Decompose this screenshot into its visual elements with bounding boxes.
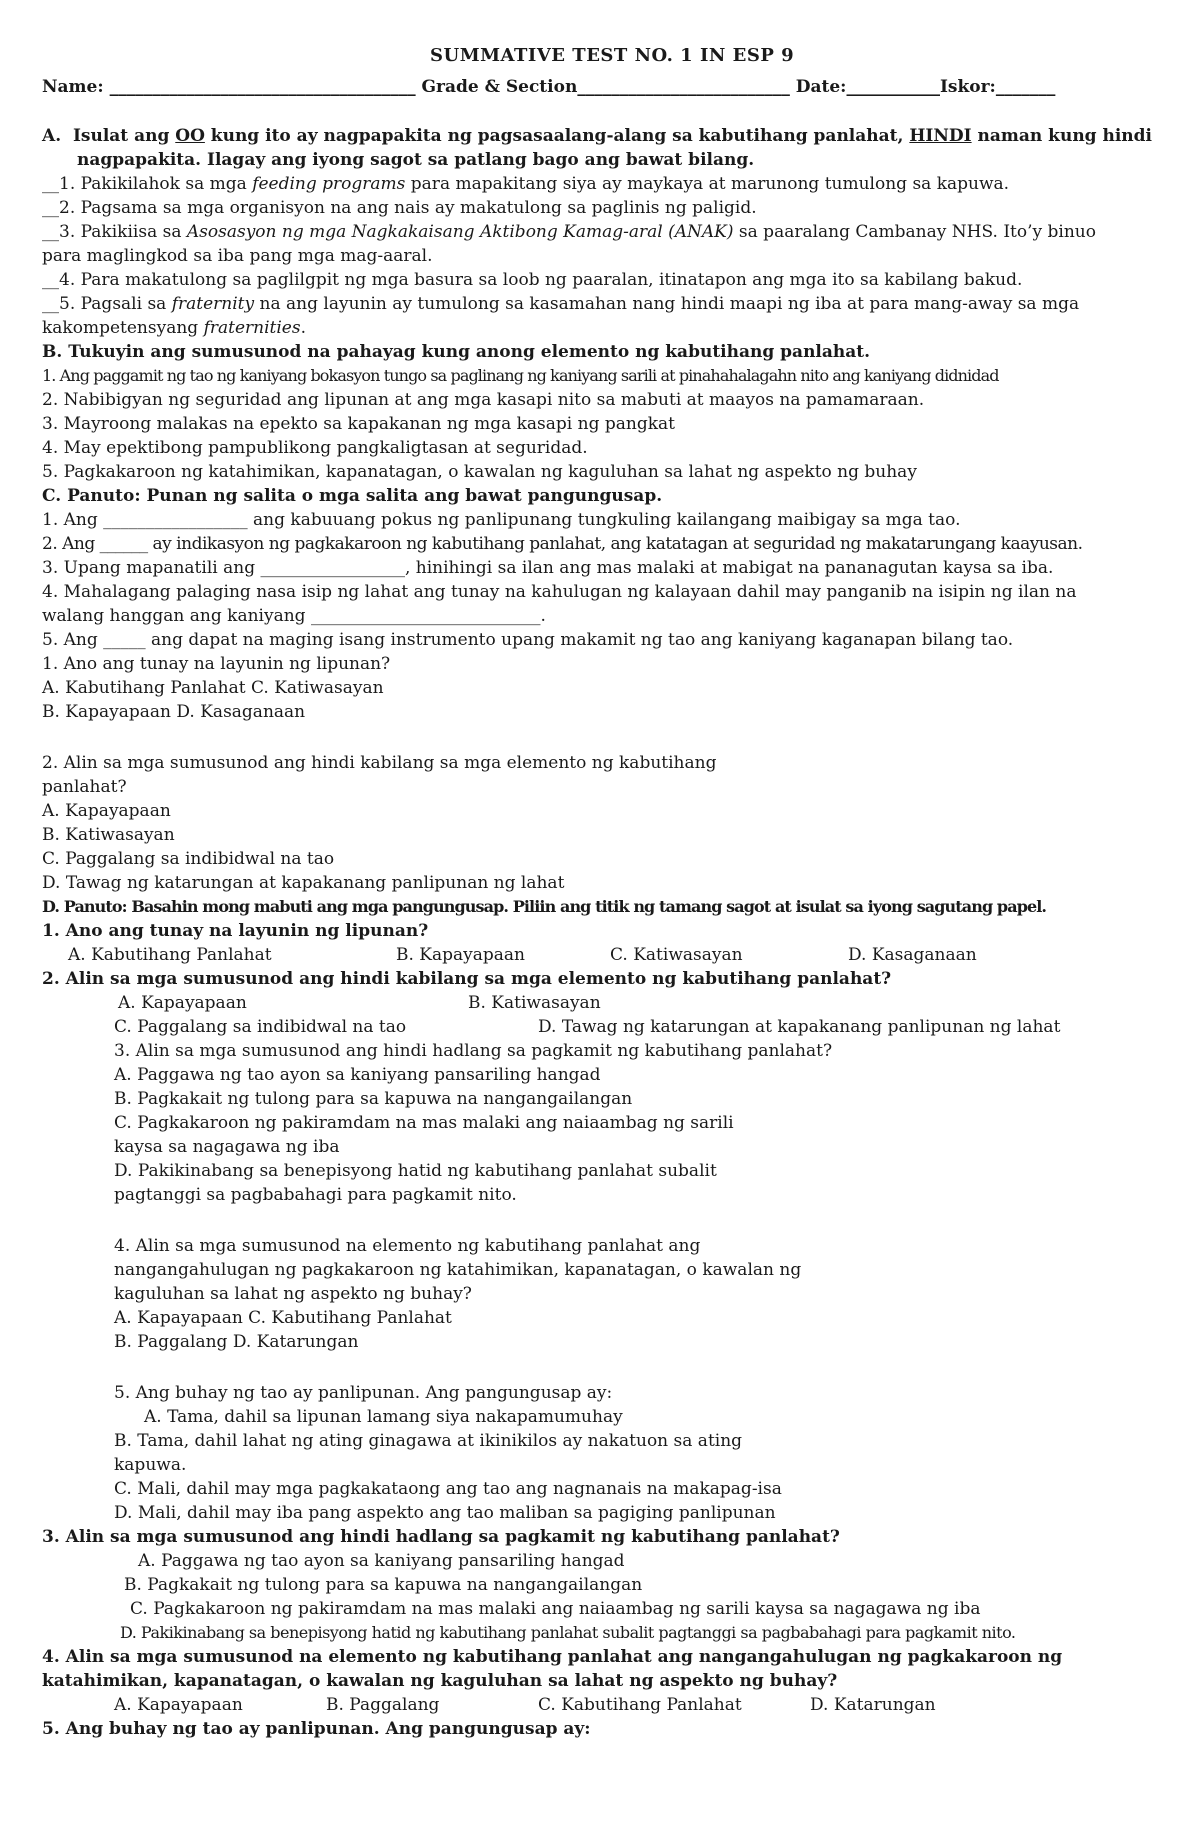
- score-blank: _______: [995, 77, 1056, 97]
- stray-q2: 2. Alin sa mga sumusunod ang hindi kabilang sa mga elemento ng kabutihang: [42, 753, 717, 773]
- stray-q2-option-c: C. Paggalang sa indibidwal na tao: [42, 849, 335, 869]
- section-d-q2: 2. Alin sa mga sumusunod ang hindi kabilang sa mga elemento ng kabutihang panlahat?: [42, 969, 892, 989]
- stray-q1-options-ac: A. Kabutihang Panlahat C. Katiwasayan: [42, 678, 384, 698]
- section-d-q1: 1. Ano ang tunay na layunin ng lipunan?: [42, 921, 429, 941]
- stray-q2-cont: panlahat?: [42, 777, 127, 797]
- section-d-q2-option-d: D. Tawag ng katarungan at kapakanang panlipunan ng lahat: [538, 1017, 1061, 1037]
- section-d-q3: 3. Alin sa mga sumusunod ang hindi hadlang sa pagkamit ng kabutihang panlahat?: [42, 1527, 840, 1547]
- section-a-item-3-cont: para maglingkod sa iba pang mga mag-aaral.: [42, 246, 433, 266]
- section-c-item-2: 2. Ang ______ ay indikasyon ng pagkakaroon ng kabutihang panlahat, ang katatagan at seguridad ng makatarungang kaayusan.: [42, 534, 1083, 554]
- stray-q2-option-a: A. Kapayapaan: [42, 801, 171, 821]
- section-c-item-3: 3. Upang mapanatili ang _________________, hinihingi sa ilan ang mas malaki at mabigat na pananagutan kaysa sa iba.: [42, 558, 1054, 578]
- date-label: Date:: [795, 77, 847, 97]
- name-label: Name:: [42, 77, 104, 97]
- section-d-q5: 5. Ang buhay ng tao ay panlipunan. Ang pangungusap ay:: [42, 1719, 591, 1739]
- section-d-inner-q4: 4. Alin sa mga sumusunod na elemento ng kabutihang panlahat ang: [114, 1236, 701, 1256]
- section-d-q3-option-b: B. Pagkakait ng tulong para sa kapuwa na nangangailangan: [124, 1575, 643, 1595]
- section-d-inner-q4-options-ac: A. Kapayapaan C. Kabutihang Panlahat: [114, 1308, 452, 1328]
- section-a-item-3: [42, 220, 1096, 244]
- stray-q2-option-d: D. Tawag ng katarungan at kapakanang panlipunan ng lahat: [42, 873, 565, 893]
- section-d-inner-q5-option-d: D. Mali, dahil may iba pang aspekto ang tao maliban sa pagiging panlipunan: [114, 1503, 776, 1523]
- section-d-q3-option-d: D. Pakikinabang sa benepisyong hatid ng kabutihang panlahat subalit pagtanggi sa pagbabahagi para pagkamit nito.: [120, 1623, 1016, 1642]
- item-italic: fraternity: [171, 294, 255, 314]
- section-d-q2-option-b: B. Katiwasayan: [468, 993, 601, 1013]
- section-b-item-1: 1. Ang paggamit ng tao ng kaniyang bokasyon tungo sa paglinang ng kaniyang sarili at pinahahalagahn nito ang kaniyang didnidad: [42, 366, 999, 385]
- instr-text: kung ito ay nagpapakita ng pagsasaalang-alang sa kabutihang panlahat,: [204, 126, 910, 146]
- item-text: __3. Pakikiisa sa: [42, 222, 187, 242]
- stray-q1-options-bd: B. Kapayapaan D. Kasaganaan: [42, 702, 306, 722]
- section-d-q1-option-a: A. Kabutihang Panlahat: [68, 945, 272, 965]
- section-d-inner-q3-option-a: A. Paggawa ng tao ayon sa kaniyang pansariling hangad: [114, 1065, 601, 1085]
- section-b-item-3: 3. Mayroong malakas na epekto sa kapakanan ng mga kasapi ng pangkat: [42, 414, 675, 434]
- section-a-item-5: [42, 292, 1079, 316]
- section-a-instruction: [42, 124, 1152, 148]
- section-d-inner-q3-option-d: D. Pakikinabang sa benepisyong hatid ng kabutihang panlahat subalit: [114, 1161, 717, 1181]
- item-text: para mapakitang siya ay maykaya at marunong tumulong sa kapuwa.: [405, 174, 1010, 194]
- name-blank: ____________________________________: [109, 77, 416, 97]
- grade-blank: _________________________: [577, 77, 790, 97]
- section-c-item-4-cont: walang hanggan ang kaniyang ___________________________.: [42, 606, 546, 626]
- section-a-item-2: __2. Pagsama sa mga organisyon na ang nais ay makatulong sa paglinis ng paligid.: [42, 198, 757, 218]
- section-d-inner-q4-cont2: kaguluhan sa lahat ng aspekto ng buhay?: [114, 1284, 472, 1304]
- item-text: .: [300, 318, 306, 338]
- section-d-q1-option-c: C. Katiwasayan: [610, 945, 743, 965]
- section-c-item-4: 4. Mahalagang palaging nasa isip ng lahat ang tunay na kahulugan ng kalayaan dahil may panganib na isipin ng ilan na: [42, 582, 1077, 602]
- section-c-heading: C. Panuto: Punan ng salita o mga salita ang bawat pangungusap.: [42, 486, 663, 506]
- section-b-item-4: 4. May epektibong pampublikong pangkaligtasan at seguridad.: [42, 438, 588, 458]
- section-d-inner-q5-option-b: B. Tama, dahil lahat ng ating ginagawa at ikinikilos ay nakatuon sa ating: [114, 1431, 743, 1451]
- item-italic: fraternities: [203, 318, 301, 338]
- item-text: __5. Pagsali sa: [42, 294, 172, 314]
- item-text: __1. Pakikilahok sa mga: [42, 174, 253, 194]
- page-title: SUMMATIVE TEST NO. 1 IN ESP 9: [430, 45, 795, 66]
- item-italic: feeding programs: [252, 174, 406, 194]
- section-d-q4-option-a: A. Kapayapaan: [114, 1695, 243, 1715]
- instr-oo: OO: [175, 126, 205, 146]
- section-a-letter: A.: [42, 126, 62, 146]
- section-d-q4-option-c: C. Kabutihang Panlahat: [538, 1695, 742, 1715]
- stray-q1: 1. Ano ang tunay na layunin ng lipunan?: [42, 654, 391, 674]
- item-text: kakompetensyang: [42, 318, 204, 338]
- section-a-instruction-cont: nagpapakita. Ilagay ang iyong sagot sa patlang bago ang bawat bilang.: [77, 150, 755, 170]
- item-text: na ang layunin ay tumulong sa kasamahan nang hindi maapi ng iba at para mang-away sa mga: [254, 294, 1080, 314]
- section-d-q1-option-d: D. Kasaganaan: [848, 945, 977, 965]
- instr-text: Isulat ang: [72, 126, 176, 146]
- section-d-inner-q5: 5. Ang buhay ng tao ay panlipunan. Ang pangungusap ay:: [114, 1383, 613, 1403]
- section-a-item-5-cont: [42, 316, 306, 340]
- section-d-heading: D. Panuto: Basahin mong mabuti ang mga pangungusap. Piliin ang titik ng tamang sagot at isulat sa iyong sagutang papel.: [42, 897, 1047, 916]
- section-d-q4-option-d: D. Katarungan: [810, 1695, 936, 1715]
- score-label: Iskor:: [939, 77, 996, 97]
- section-d-inner-q3-option-d-cont: pagtanggi sa pagbabahagi para pagkamit nito.: [114, 1185, 517, 1205]
- section-d-inner-q5-option-a: A. Tama, dahil sa lipunan lamang siya nakapamumuhay: [144, 1407, 623, 1427]
- section-d-q2-option-a: A. Kapayapaan: [118, 993, 247, 1013]
- item-italic: Asosasyon ng mga Nagkakaisang Aktibong Kamag-aral (ANAK): [186, 222, 734, 242]
- grade-label: Grade & Section: [421, 77, 578, 97]
- section-d-q3-option-c: C. Pagkakaroon ng pakiramdam na mas malaki ang naiaambag ng sarili kaysa sa nagagawa ng iba: [130, 1599, 981, 1619]
- section-d-q3-option-a: A. Paggawa ng tao ayon sa kaniyang pansariling hangad: [138, 1551, 625, 1571]
- section-d-q4: 4. Alin sa mga sumusunod na elemento ng kabutihang panlahat ang nangangahulugan ng pagkakaroon ng: [42, 1647, 1063, 1667]
- section-b-heading: B. Tukuyin ang sumusunod na pahayag kung anong elemento ng kabutihang panlahat.: [42, 342, 871, 362]
- section-d-inner-q5-option-b-cont: kapuwa.: [114, 1455, 187, 1475]
- stray-q2-option-b: B. Katiwasayan: [42, 825, 175, 845]
- header-line: [42, 75, 1055, 99]
- section-d-q4-option-b: B. Paggalang: [326, 1695, 440, 1715]
- section-d-inner-q3-option-c-cont: kaysa sa nagagawa ng iba: [114, 1137, 340, 1157]
- section-c-item-5: 5. Ang _____ ang dapat na maging isang instrumento upang makamit ng tao ang kaniyang kaganapan bilang tao.: [42, 630, 1014, 650]
- date-blank: ___________: [846, 77, 940, 97]
- section-d-q4-cont: katahimikan, kapanatagan, o kawalan ng kaguluhan sa lahat ng aspekto ng buhay?: [42, 1671, 838, 1691]
- instr-text: naman kung hindi: [971, 126, 1153, 146]
- item-text: sa paaralang Cambanay NHS. Ito’y binuo: [733, 222, 1096, 242]
- section-a-item-1: [42, 172, 1009, 196]
- section-d-inner-q3-option-b: B. Pagkakait ng tulong para sa kapuwa na nangangailangan: [114, 1089, 633, 1109]
- section-c-item-1: 1. Ang _________________ ang kabuuang pokus ng panlipunang tungkuling kailangang maibigay sa mga tao.: [42, 510, 961, 530]
- section-a-item-4: __4. Para makatulong sa paglilgpit ng mga basura sa loob ng paaralan, itinatapon ang mga ito sa kabilang bakud.: [42, 270, 1023, 290]
- section-d-q1-option-b: B. Kapayapaan: [396, 945, 525, 965]
- section-b-item-2: 2. Nabibigyan ng seguridad ang lipunan at ang mga kasapi nito sa mabuti at maayos na pamamaraan.: [42, 390, 925, 410]
- section-d-inner-q4-options-bd: B. Paggalang D. Katarungan: [114, 1332, 359, 1352]
- section-d-inner-q5-option-c: C. Mali, dahil may mga pagkakataong ang tao ang nagnanais na makapag-isa: [114, 1479, 782, 1499]
- section-d-inner-q4-cont1: nangangahulugan ng pagkakaroon ng katahimikan, kapanatagan, o kawalan ng: [114, 1260, 802, 1280]
- section-d-inner-q3-option-c: C. Pagkakaroon ng pakiramdam na mas malaki ang naiaambag ng sarili: [114, 1113, 734, 1133]
- section-b-item-5: 5. Pagkakaroon ng katahimikan, kapanatagan, o kawalan ng kaguluhan sa lahat ng aspekto ng buhay: [42, 462, 917, 482]
- section-d-inner-q3: 3. Alin sa mga sumusunod ang hindi hadlang sa pagkamit ng kabutihang panlahat?: [114, 1041, 833, 1061]
- section-d-q2-option-c: C. Paggalang sa indibidwal na tao: [114, 1017, 407, 1037]
- instr-hindi: HINDI: [909, 126, 972, 146]
